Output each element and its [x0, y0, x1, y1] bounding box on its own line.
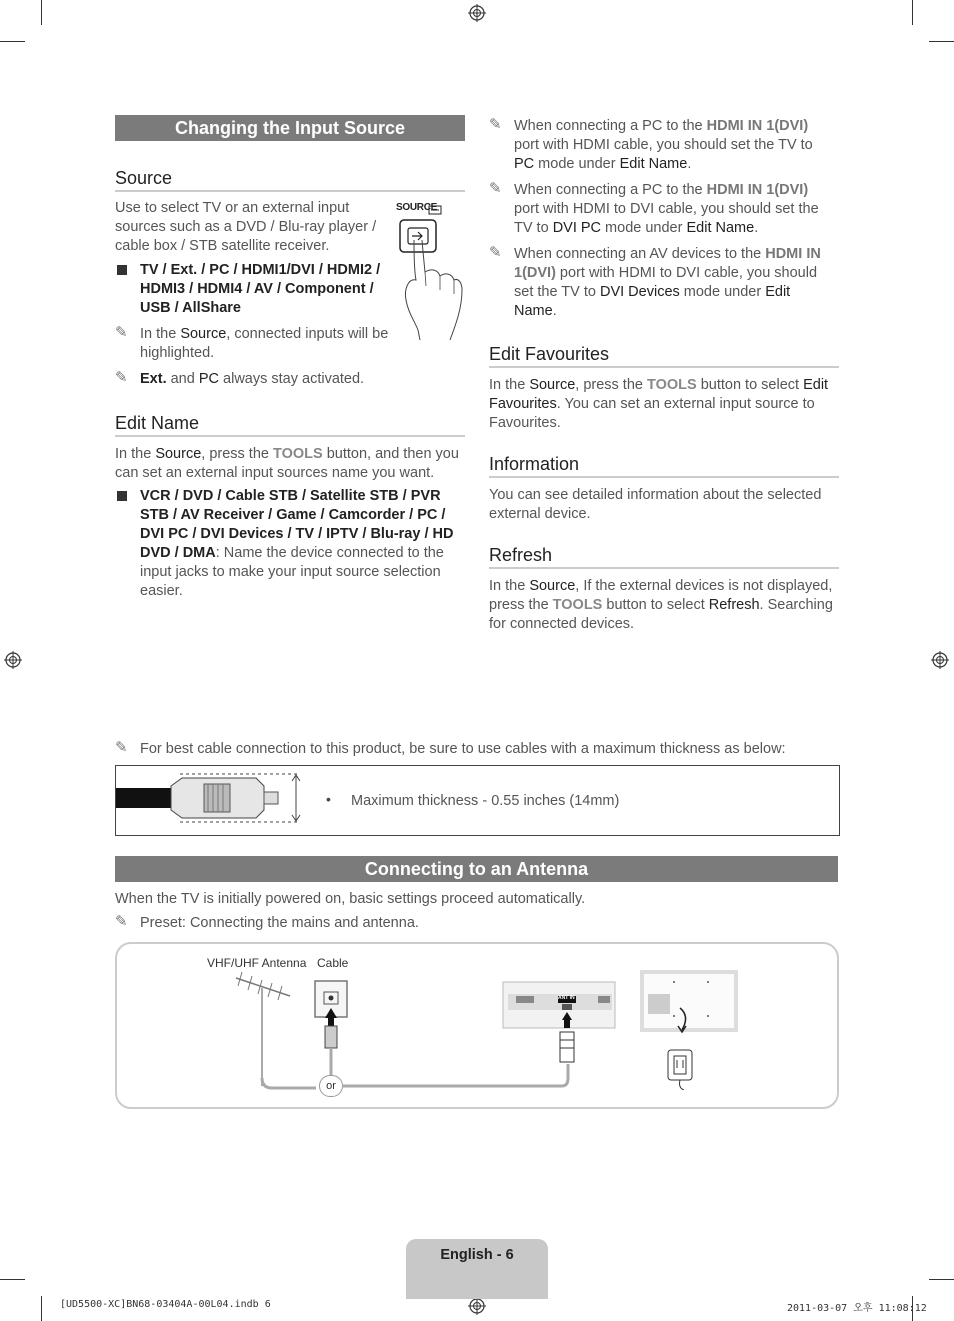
cable-connector-illustration: [116, 772, 306, 824]
text: When connecting an AV devices to the: [514, 246, 766, 262]
crop-mark: [929, 1279, 954, 1280]
edit-name-description: [115, 445, 467, 483]
text: , press the: [201, 446, 273, 462]
registration-mark-icon: [931, 651, 949, 669]
heading-edit-favourites: Edit Favourites: [489, 344, 839, 368]
text: port with HDMI cable, you should set the TV to: [514, 137, 813, 153]
note-pencil-icon: ✎: [115, 913, 128, 930]
remote-source-label: SOURCE: [396, 202, 437, 213]
page-number: English - 6: [440, 1247, 514, 1263]
text: mode under: [534, 156, 620, 172]
note-pencil-icon: ✎: [115, 369, 128, 386]
label-or: or: [319, 1075, 343, 1097]
text: button to select: [602, 597, 709, 613]
note-hdmi-dvi-pc: When connecting a PC to the HDMI IN 1(DVI) port with HDMI to DVI cable, you should set the TV to DVI PC mode under Edit Name.: [514, 182, 819, 236]
text: : Name the device connected to the input jacks to make your input source selection easier.: [140, 545, 444, 599]
tv-rear-panel-icon: [502, 980, 617, 1070]
bullet-square: [117, 491, 127, 501]
antenna-preset-note: Preset: Connecting the mains and antenna.: [140, 915, 419, 931]
note-pencil-icon: ✎: [489, 116, 502, 133]
information-description: You can see detailed information about the selected external device.: [489, 487, 822, 522]
text: , If the external devices is not displayed, press the: [489, 578, 833, 613]
note-pencil-icon: ✎: [115, 739, 128, 756]
bold-keyword: Edit Name: [686, 220, 755, 236]
hand-pressing-button-icon: [392, 200, 467, 340]
text: When connecting a PC to the: [514, 118, 707, 134]
antenna-description: When the TV is initially powered on, basic settings proceed automatically.: [115, 891, 586, 907]
source-note-highlight: [140, 325, 390, 363]
note-hdmi-av-devices: When connecting an AV devices to the HDMI IN 1(DVI) port with HDMI to DVI cable, you should set the TV to DVI Devices mode under Edit Name.: [514, 246, 821, 319]
bold-keyword: Edit Name: [514, 284, 791, 319]
crop-mark: [0, 1279, 25, 1280]
cable-thickness-note: For best cable connection to this product, be sure to use cables with a maximum thickness as below:: [140, 741, 786, 757]
section-band-antenna: Connecting to an Antenna: [115, 856, 838, 882]
bold-source: Source: [155, 446, 202, 462]
note-hdmi-pc: When connecting a PC to the HDMI IN 1(DVI) port with HDMI cable, you should set the TV to PC mode under Edit Name.: [514, 118, 813, 172]
note-text: and: [166, 371, 199, 387]
note-text: In the: [140, 326, 181, 342]
heading-edit-name: Edit Name: [115, 413, 465, 437]
ant-in-port-label: ANT IN: [558, 995, 575, 1001]
date-info: 2011-03-07 오후 11:08:12: [787, 1303, 927, 1314]
text: button, and then you can set an external input sources name you want.: [115, 446, 459, 481]
refresh-description: [489, 577, 841, 634]
text: mode under: [679, 284, 766, 300]
source-list-bullet: TV / Ext. / PC / HDMI1/DVI / HDMI2 / HDMI3 / HDMI4 / AV / Component / USB / AllShare: [140, 262, 381, 316]
text: mode under: [601, 220, 687, 236]
source-description: Use to select TV or an external input sources such as a DVD / Blu-ray player / cable box / STB satellite receiver.: [115, 200, 377, 254]
bold-source: Source: [529, 377, 576, 393]
text: button to select: [696, 377, 804, 393]
crop-mark: [0, 41, 25, 42]
bold-source: Source: [529, 578, 576, 594]
text: In the: [115, 446, 156, 462]
crop-mark: [41, 1296, 42, 1321]
file-info: [UD5500-XC]BN68-03404A-00L04.indb 6: [60, 1299, 271, 1310]
bold-keyword: Refresh: [708, 597, 760, 613]
text: . Searching for connected devices.: [489, 597, 833, 632]
bold-keyword: DVI PC: [552, 220, 602, 236]
bullet-square: [117, 265, 127, 275]
bold-keyword: Edit Name: [619, 156, 688, 172]
tv-back-power-icon: [640, 970, 740, 1090]
heading-information: Information: [489, 454, 839, 478]
note-bold-source: Source: [180, 326, 227, 342]
label-vhf-uhf-antenna: VHF/UHF Antenna: [207, 956, 307, 970]
note-bold-pc: PC: [198, 371, 219, 387]
note-pencil-icon: ✎: [489, 244, 502, 261]
registration-mark-icon: [468, 4, 486, 22]
heading-source: Source: [115, 168, 465, 192]
text: When connecting a PC to the: [514, 182, 707, 198]
device-name-list: VCR / DVD / Cable STB / Satellite STB / PVR STB / AV Receiver / Game / Camcorder / PC / DVI PC / DVI Devices / TV / IPTV / Blu-ray / HD DVD / DMA: [140, 488, 454, 561]
text: In the: [489, 377, 530, 393]
note-bold-ext: Ext.: [140, 371, 167, 387]
text: port with HDMI to DVI cable, you should set the TV to: [514, 265, 818, 300]
edit-favourites-description: [489, 376, 839, 433]
label-cable: Cable: [317, 956, 349, 970]
text: In the: [489, 578, 530, 594]
crop-mark: [41, 0, 42, 25]
bold-keyword: Edit Favourites: [489, 377, 829, 412]
note-pencil-icon: ✎: [489, 180, 502, 197]
bullet-dot: •: [326, 791, 331, 807]
note-text: always stay activated.: [219, 371, 365, 387]
text: . You can set an external input source to Favourites.: [489, 396, 815, 431]
port-keyword: HDMI IN 1(DVI): [514, 246, 821, 281]
section-band-input-source: Changing the Input Source: [115, 115, 465, 141]
port-keyword: HDMI IN 1(DVI): [706, 182, 809, 198]
text: port with HDMI to DVI cable, you should set the TV to: [514, 201, 819, 236]
tools-keyword: TOOLS: [552, 597, 603, 613]
registration-mark-icon: [4, 651, 22, 669]
crop-mark: [929, 41, 954, 42]
tools-keyword: TOOLS: [273, 446, 323, 462]
source-note-always-active: [140, 370, 430, 389]
heading-refresh: Refresh: [489, 545, 839, 569]
note-pencil-icon: ✎: [115, 324, 128, 341]
note-text: , connected inputs will be highlighted.: [140, 326, 389, 361]
port-keyword: HDMI IN 1(DVI): [706, 118, 809, 134]
bold-keyword: PC: [514, 156, 535, 172]
text: , press the: [575, 377, 647, 393]
edit-name-list-bullet: [140, 487, 465, 601]
bold-keyword: DVI Devices: [599, 284, 680, 300]
tools-keyword: TOOLS: [647, 377, 697, 393]
crop-mark: [912, 0, 913, 25]
registration-mark-icon: [468, 1297, 486, 1315]
cable-max-thickness: Maximum thickness - 0.55 inches (14mm): [351, 793, 620, 809]
